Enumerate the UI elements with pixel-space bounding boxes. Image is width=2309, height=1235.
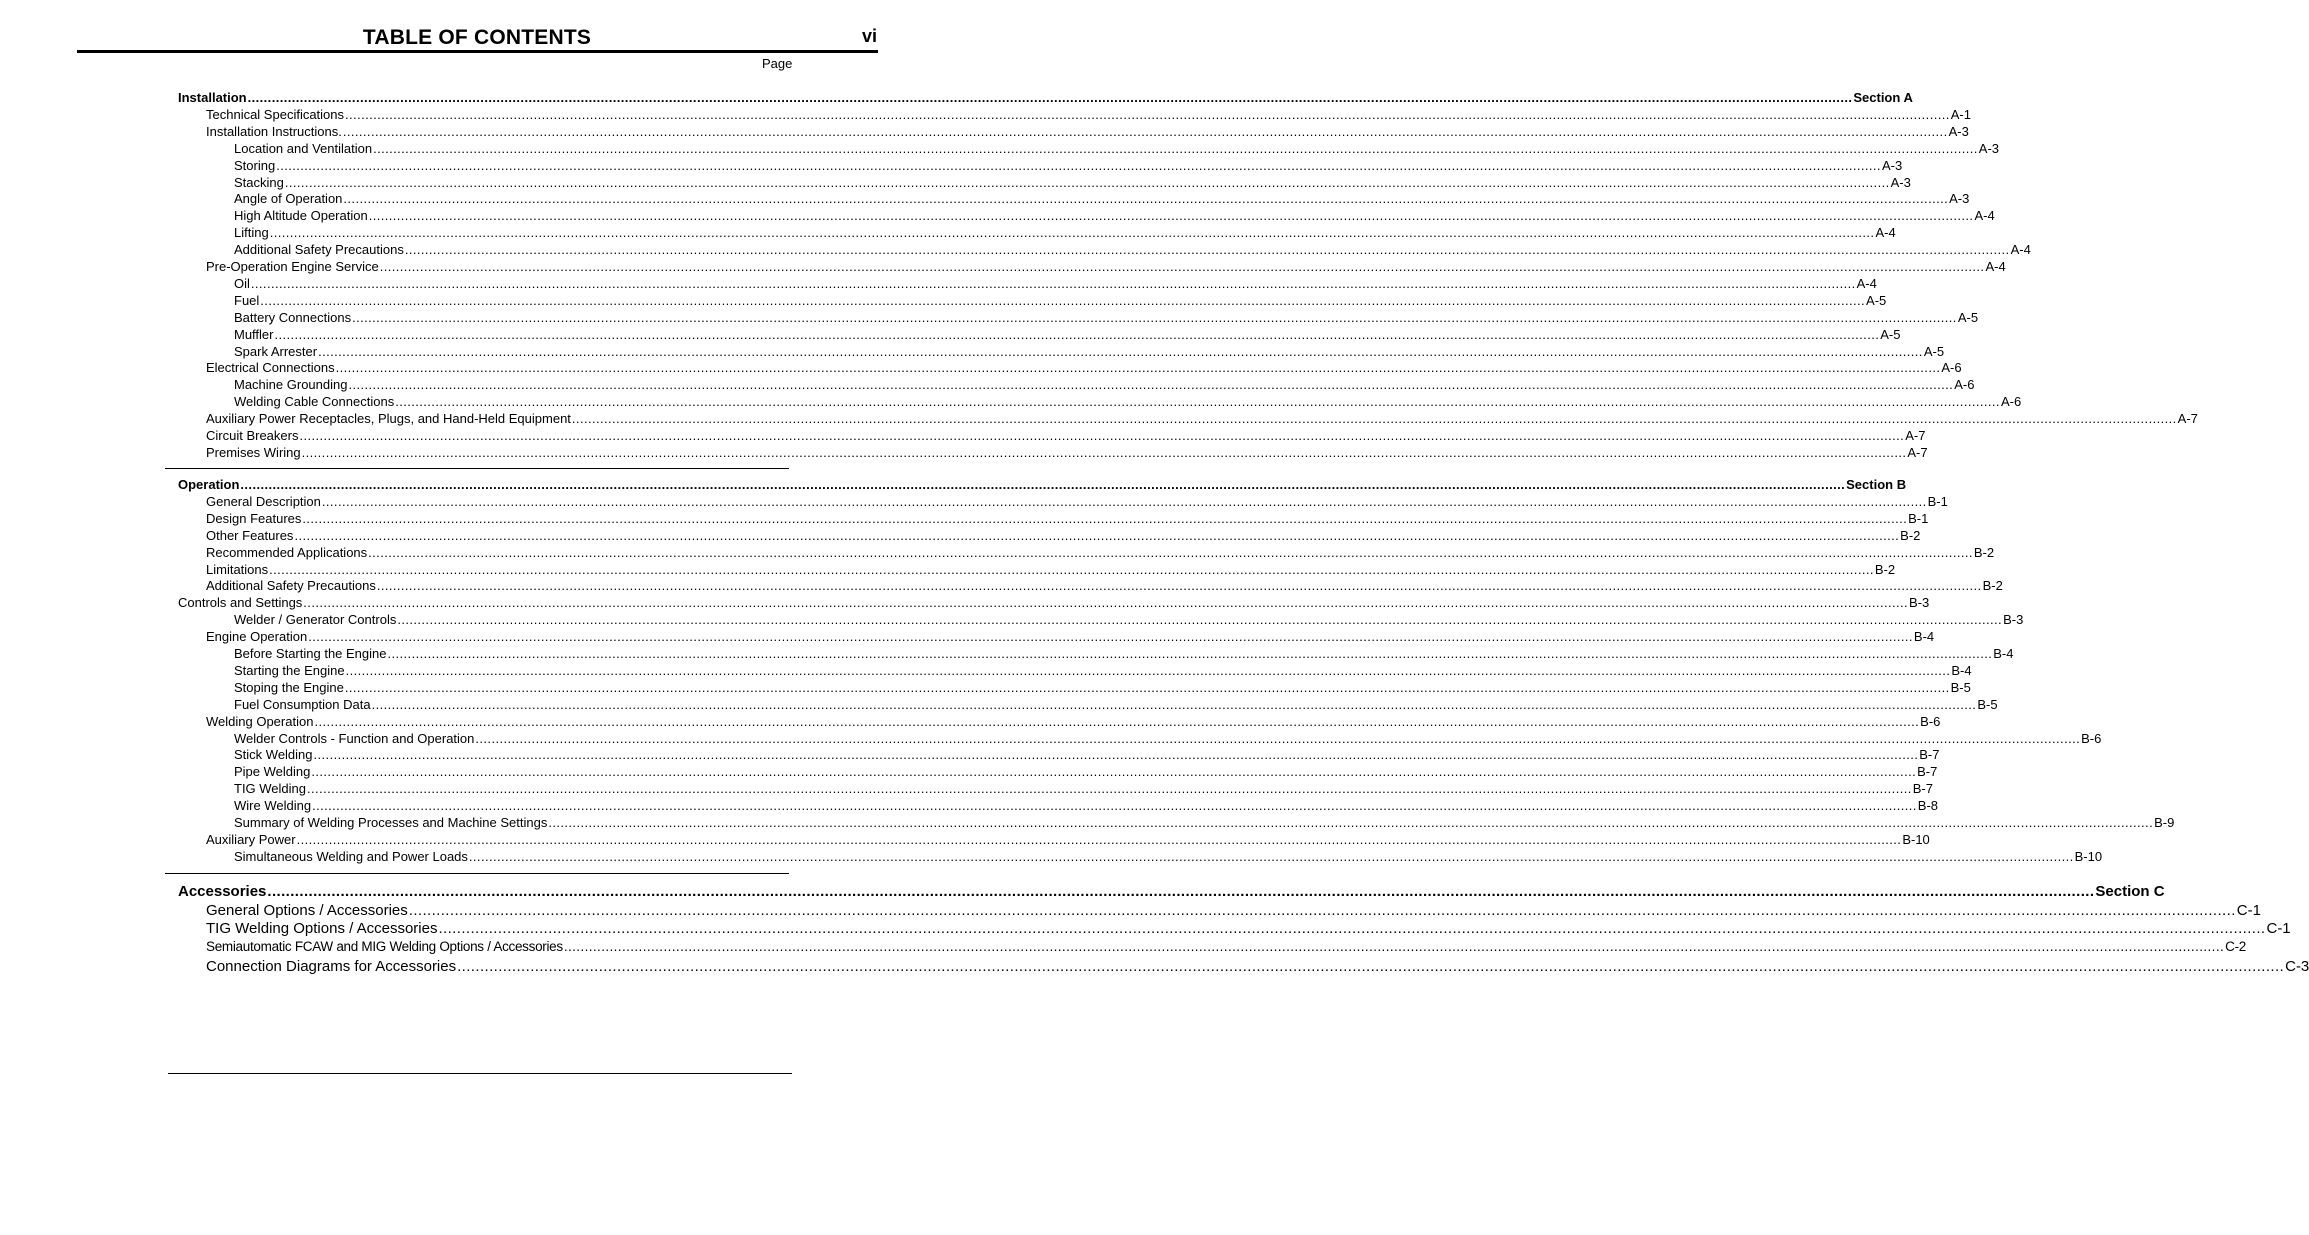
header-rule <box>77 50 878 53</box>
toc-entry-label: Welder / Generator Controls <box>234 612 397 628</box>
toc-entry-label: Storing <box>234 157 276 173</box>
toc-entry <box>178 882 2165 901</box>
toc-entry-page: C-1 <box>2236 901 2261 919</box>
toc-entry-page: C-2 <box>2225 939 2246 955</box>
toc-entry-label: Summary of Welding Processes and Machine Settings <box>234 815 548 830</box>
toc-entry-page: B-7 <box>1917 764 1938 780</box>
toc-entry <box>234 292 1887 309</box>
toc-entry-page: B-4 <box>1913 629 1935 645</box>
toc-entry-page: B-5 <box>1977 696 1998 712</box>
dot-leader: ................................................................................................................................................................................................................................................................................................................................................................................................................ <box>397 612 2003 628</box>
section-divider-a-b <box>165 468 789 469</box>
dot-leader: ................................................................................................................................................................................................................................................................................................................................................................................................................ <box>313 747 1919 763</box>
toc-entry-label: General Description <box>206 493 321 509</box>
dot-leader: ................................................................................................................................................................................................................................................................................................................................................................................................................ <box>299 428 1905 443</box>
toc-entry-label: TIG Welding <box>234 781 307 797</box>
dot-leader: ................................................................................................................................................................................................................................................................................................................................................................................................................ <box>240 477 1846 492</box>
toc-entry-page: A-4 <box>1875 225 1896 241</box>
toc-entry-label: Installation Instructions. <box>206 123 342 139</box>
toc-entry-page: A-3 <box>1881 157 1903 173</box>
toc-entry <box>234 224 1896 241</box>
toc-entry-page: B-6 <box>1920 713 1941 729</box>
toc-entry-label: Semiautomatic FCAW and MIG Welding Options / Accessories <box>206 939 563 955</box>
toc-entry-label: Additional Safety Precautions <box>234 242 404 258</box>
toc-entry <box>234 797 1939 814</box>
toc-entry <box>206 957 2309 976</box>
toc-entry <box>234 326 1901 343</box>
toc-entry <box>234 645 2014 662</box>
toc-entry-page: B-10 <box>1902 831 1930 847</box>
toc-entry-label: Welder Controls - Function and Operation <box>234 730 475 746</box>
dot-leader: ................................................................................................................................................................................................................................................................................................................................................................................................................ <box>475 730 2081 746</box>
toc-entry-label: Pre-Operation Engine Service <box>206 259 379 274</box>
dot-leader: ................................................................................................................................................................................................................................................................................................................................................................................................................ <box>311 764 1917 780</box>
toc-entry <box>206 359 1962 376</box>
toc-entry-page: A-3 <box>1890 174 1911 190</box>
toc-entry-page: B-1 <box>1927 493 1948 509</box>
toc-entry <box>234 393 2022 410</box>
toc-entry-page: Section A <box>1853 90 1913 105</box>
toc-entry-label: Connection Diagrams for Accessories <box>206 957 457 975</box>
toc-entry <box>234 190 1970 207</box>
toc-entry-label: Accessories <box>178 883 267 900</box>
dot-leader: ................................................................................................................................................................................................................................................................................................................................................................................................................ <box>348 377 1954 393</box>
dot-leader: ................................................................................................................................................................................................................................................................................................................................................................................................................ <box>408 901 2236 919</box>
toc-entry-label: Angle of Operation <box>234 191 343 207</box>
toc-entry-label: High Altitude Operation <box>234 208 368 224</box>
toc-entry-page: Section B <box>1846 477 1907 492</box>
toc-entry-page: A-5 <box>1957 309 1979 325</box>
toc-entry <box>206 713 1941 730</box>
dot-leader: ................................................................................................................................................................................................................................................................................................................................................................................................................ <box>335 360 1941 376</box>
toc-entry-page: A-4 <box>1974 208 1995 224</box>
toc-entry-label: Starting the Engine <box>234 662 345 678</box>
dot-leader: ................................................................................................................................................................................................................................................................................................................................................................................................................ <box>312 798 1917 814</box>
toc-entry-label: Spark Arrester <box>234 343 318 359</box>
dot-leader: ................................................................................................................................................................................................................................................................................................................................................................................................................ <box>368 544 1973 560</box>
toc-entry-label: Electrical Connections <box>206 360 335 376</box>
toc-entry-label: Wire Welding <box>234 798 312 814</box>
toc-entry <box>206 628 1935 645</box>
toc-entry-page: A-3 <box>1978 140 2000 156</box>
dot-leader: ................................................................................................................................................................................................................................................................................................................................................................................................................ <box>352 309 1957 325</box>
toc-entry-page: Section C <box>2095 883 2165 900</box>
toc-entry-label: Engine Operation <box>206 629 308 645</box>
toc-entry-page: B-2 <box>1982 578 2003 594</box>
toc-entry-page: C-3 <box>2285 957 2309 975</box>
toc-entry-label: Fuel <box>234 292 260 308</box>
toc-entry <box>206 510 1929 527</box>
dot-leader: ................................................................................................................................................................................................................................................................................................................................................................................................................ <box>321 493 1927 509</box>
toc-entry <box>234 275 1877 292</box>
dot-leader: ................................................................................................................................................................................................................................................................................................................................................................................................................ <box>301 444 1907 460</box>
dot-leader: ................................................................................................................................................................................................................................................................................................................................................................................................................ <box>267 883 2095 900</box>
toc-entry-page: B-5 <box>1950 679 1971 695</box>
toc-entry-page: B-10 <box>2074 848 2103 864</box>
toc-entry-page: A-4 <box>1856 275 1877 291</box>
dot-leader: ................................................................................................................................................................................................................................................................................................................................................................................................................ <box>342 123 1948 139</box>
toc-entry-page: A-5 <box>1866 292 1887 308</box>
dot-leader: ................................................................................................................................................................................................................................................................................................................................................................................................................ <box>379 259 1985 274</box>
dot-leader: ................................................................................................................................................................................................................................................................................................................................................................................................................ <box>269 561 1874 577</box>
toc-entry <box>234 157 1903 174</box>
toc-entry-page: B-4 <box>1951 662 1972 678</box>
dot-leader: ................................................................................................................................................................................................................................................................................................................................................................................................................ <box>563 939 2225 955</box>
toc-entry <box>206 561 1896 578</box>
dot-leader: ................................................................................................................................................................................................................................................................................................................................................................................................................ <box>284 174 1890 190</box>
toc-entry <box>234 376 1975 393</box>
toc-entry-page: A-5 <box>1880 326 1901 342</box>
toc-entry <box>234 662 1972 679</box>
toc-entry-page: A-4 <box>1985 259 2006 274</box>
toc-entry <box>234 611 2024 628</box>
toc-entry-label: Oil <box>234 275 250 291</box>
toc-entry-label: Before Starting the Engine <box>234 646 387 661</box>
toc-entry-page: A-7 <box>1907 444 1928 460</box>
toc-entry-label: Other Features <box>206 527 294 543</box>
dot-leader: ................................................................................................................................................................................................................................................................................................................................................................................................................ <box>308 629 1913 645</box>
toc-entry-page: B-2 <box>1973 544 1995 560</box>
toc-entry-page: A-6 <box>2000 394 2022 410</box>
toc-entry-label: Design Features <box>206 510 302 526</box>
bottom-rule <box>168 1073 792 1074</box>
toc-entry <box>206 544 1995 561</box>
dot-leader: ................................................................................................................................................................................................................................................................................................................................................................................................................ <box>387 646 1993 661</box>
toc-entry-label: Auxiliary Power Receptacles, Plugs, and Hand-Held Equipment <box>206 411 571 427</box>
toc-entry <box>234 848 2103 865</box>
toc-entry <box>206 577 2003 594</box>
dot-leader: ................................................................................................................................................................................................................................................................................................................................................................................................................ <box>404 242 2010 258</box>
toc-entry-label: Recommended Applications <box>206 544 368 560</box>
toc-entry <box>206 427 1926 444</box>
toc-entry-label: Technical Specifications <box>206 106 345 122</box>
toc-entry <box>234 763 1938 780</box>
dot-leader: ................................................................................................................................................................................................................................................................................................................................................................................................................ <box>345 106 1950 122</box>
toc-entry-label: Premises Wiring <box>206 444 301 460</box>
toc-entry-page: B-2 <box>1874 561 1896 577</box>
toc-entry-page: A-5 <box>1923 343 1945 359</box>
toc-entry <box>234 140 2000 157</box>
dot-leader: ................................................................................................................................................................................................................................................................................................................................................................................................................ <box>344 679 1950 695</box>
dot-leader: ................................................................................................................................................................................................................................................................................................................................................................................................................ <box>376 578 1982 594</box>
toc-entry <box>234 746 1940 763</box>
toc-entry-page: A-7 <box>1905 428 1926 443</box>
dot-leader: ................................................................................................................................................................................................................................................................................................................................................................................................................ <box>395 394 2000 410</box>
toc-entry <box>206 831 1930 848</box>
toc-entry-label: Simultaneous Welding and Power Loads <box>234 848 468 864</box>
toc-entry-page: B-3 <box>1909 595 1930 611</box>
toc-entry-label: Operation <box>178 477 240 492</box>
toc-entry <box>178 594 1930 611</box>
toc-entry-page: B-3 <box>2003 612 2024 628</box>
toc-entry-page: A-4 <box>2010 242 2031 258</box>
toc-entry-label: Muffler <box>234 326 274 342</box>
toc-entry-label: Battery Connections <box>234 309 352 325</box>
dot-leader: ................................................................................................................................................................................................................................................................................................................................................................................................................ <box>276 157 1881 173</box>
dot-leader: ................................................................................................................................................................................................................................................................................................................................................................................................................ <box>247 90 1853 105</box>
toc-entry-label: Additional Safety Precautions <box>206 578 376 594</box>
toc-entry <box>206 106 1971 123</box>
toc-entry-label: Fuel Consumption Data <box>234 696 371 712</box>
toc-entry-label: Welding Cable Connections <box>234 394 395 410</box>
page-title: TABLE OF CONTENTS <box>362 26 592 49</box>
toc-entry <box>206 938 2246 955</box>
toc-entry <box>234 207 1995 224</box>
toc-entry <box>234 241 2031 258</box>
dot-leader: ................................................................................................................................................................................................................................................................................................................................................................................................................ <box>548 815 2154 830</box>
toc-entry-page: A-1 <box>1950 106 1971 122</box>
toc-entry-page: B-7 <box>1912 781 1933 797</box>
dot-leader: ................................................................................................................................................................................................................................................................................................................................................................................................................ <box>457 957 2285 975</box>
dot-leader: ................................................................................................................................................................................................................................................................................................................................................................................................................ <box>368 208 1974 224</box>
toc-entry-page: B-8 <box>1917 798 1939 814</box>
toc-entry <box>234 814 2175 831</box>
toc-entry-page: A-6 <box>1941 360 1962 376</box>
toc-entry <box>206 410 2198 427</box>
toc-entry <box>234 309 1979 326</box>
toc-entry <box>206 919 2291 938</box>
toc-entry <box>234 174 1911 191</box>
dot-leader: ................................................................................................................................................................................................................................................................................................................................................................................................................ <box>302 510 1908 526</box>
dot-leader: ................................................................................................................................................................................................................................................................................................................................................................................................................ <box>371 696 1977 712</box>
toc-entry-page: B-4 <box>1993 646 2014 661</box>
toc-entry <box>234 343 1945 360</box>
toc-entry-label: Welding Operation <box>206 713 314 729</box>
dot-leader: ................................................................................................................................................................................................................................................................................................................................................................................................................ <box>468 848 2074 864</box>
toc-entry-page: B-9 <box>2154 815 2175 830</box>
dot-leader: ................................................................................................................................................................................................................................................................................................................................................................................................................ <box>438 920 2266 938</box>
toc-entry-page: A-3 <box>1948 123 1969 139</box>
toc-entry <box>178 476 1907 493</box>
toc-entry <box>234 696 1998 713</box>
toc-entry-label: Installation <box>178 90 247 105</box>
dot-leader: ................................................................................................................................................................................................................................................................................................................................................................................................................ <box>343 191 1949 207</box>
toc-entry <box>234 679 1971 696</box>
dot-leader: ................................................................................................................................................................................................................................................................................................................................................................................................................ <box>314 713 1920 729</box>
toc-entry-page: B-2 <box>1900 527 1921 543</box>
toc-entry-label: Circuit Breakers <box>206 428 299 443</box>
toc-entry-label: Stacking <box>234 174 284 190</box>
dot-leader: ................................................................................................................................................................................................................................................................................................................................................................................................................ <box>307 781 1912 797</box>
toc-entry-label: Limitations <box>206 561 269 577</box>
toc-entry-page: B-6 <box>2081 730 2102 746</box>
dot-leader: ................................................................................................................................................................................................................................................................................................................................................................................................................ <box>571 411 2177 427</box>
toc-entry-label: General Options / Accessories <box>206 901 408 919</box>
toc-entry-label: Lifting <box>234 225 269 241</box>
toc-entry-label: TIG Welding Options / Accessories <box>206 920 438 938</box>
dot-leader: ................................................................................................................................................................................................................................................................................................................................................................................................................ <box>269 225 1875 241</box>
dot-leader: ................................................................................................................................................................................................................................................................................................................................................................................................................ <box>250 275 1856 291</box>
toc-entry <box>234 730 2102 747</box>
toc-entry <box>206 901 2261 920</box>
dot-leader: ................................................................................................................................................................................................................................................................................................................................................................................................................ <box>373 140 1978 156</box>
toc-entry-page: B-7 <box>1919 747 1940 763</box>
dot-leader: ................................................................................................................................................................................................................................................................................................................................................................................................................ <box>318 343 1923 359</box>
toc-entry-label: Machine Grounding <box>234 377 348 393</box>
dot-leader: ................................................................................................................................................................................................................................................................................................................................................................................................................ <box>303 595 1909 611</box>
toc-entry-page: A-7 <box>2177 411 2198 427</box>
toc-entry-label: Auxiliary Power <box>206 831 296 847</box>
toc-entry-label: Pipe Welding <box>234 764 311 780</box>
dot-leader: ................................................................................................................................................................................................................................................................................................................................................................................................................ <box>294 527 1900 543</box>
toc-entry-label: Controls and Settings <box>178 595 303 611</box>
toc-entry-label: Location and Ventilation <box>234 140 373 156</box>
dot-leader: ................................................................................................................................................................................................................................................................................................................................................................................................................ <box>260 292 1866 308</box>
toc-entry-page: C-1 <box>2266 920 2291 938</box>
page-column-label: Page <box>762 56 793 71</box>
toc-entry-label: Stick Welding <box>234 747 313 763</box>
dot-leader: ................................................................................................................................................................................................................................................................................................................................................................................................................ <box>345 662 1951 678</box>
toc-entry-page: B-1 <box>1908 510 1929 526</box>
toc-entry <box>178 89 1913 106</box>
toc-entry-page: A-3 <box>1949 191 1970 207</box>
toc-entry <box>234 780 1933 797</box>
toc-entry <box>206 527 1921 544</box>
toc-entry <box>206 123 1969 140</box>
toc-entry-label: Stoping the Engine <box>234 679 344 695</box>
toc-entry <box>206 444 1928 461</box>
toc-entry <box>206 258 2006 275</box>
toc-entry <box>206 493 1948 510</box>
page-number: vi <box>862 26 878 46</box>
toc-entry-page: A-6 <box>1954 377 1975 393</box>
dot-leader: ................................................................................................................................................................................................................................................................................................................................................................................................................ <box>274 326 1880 342</box>
dot-leader: ................................................................................................................................................................................................................................................................................................................................................................................................................ <box>296 831 1902 847</box>
section-divider-b-c <box>165 873 789 874</box>
